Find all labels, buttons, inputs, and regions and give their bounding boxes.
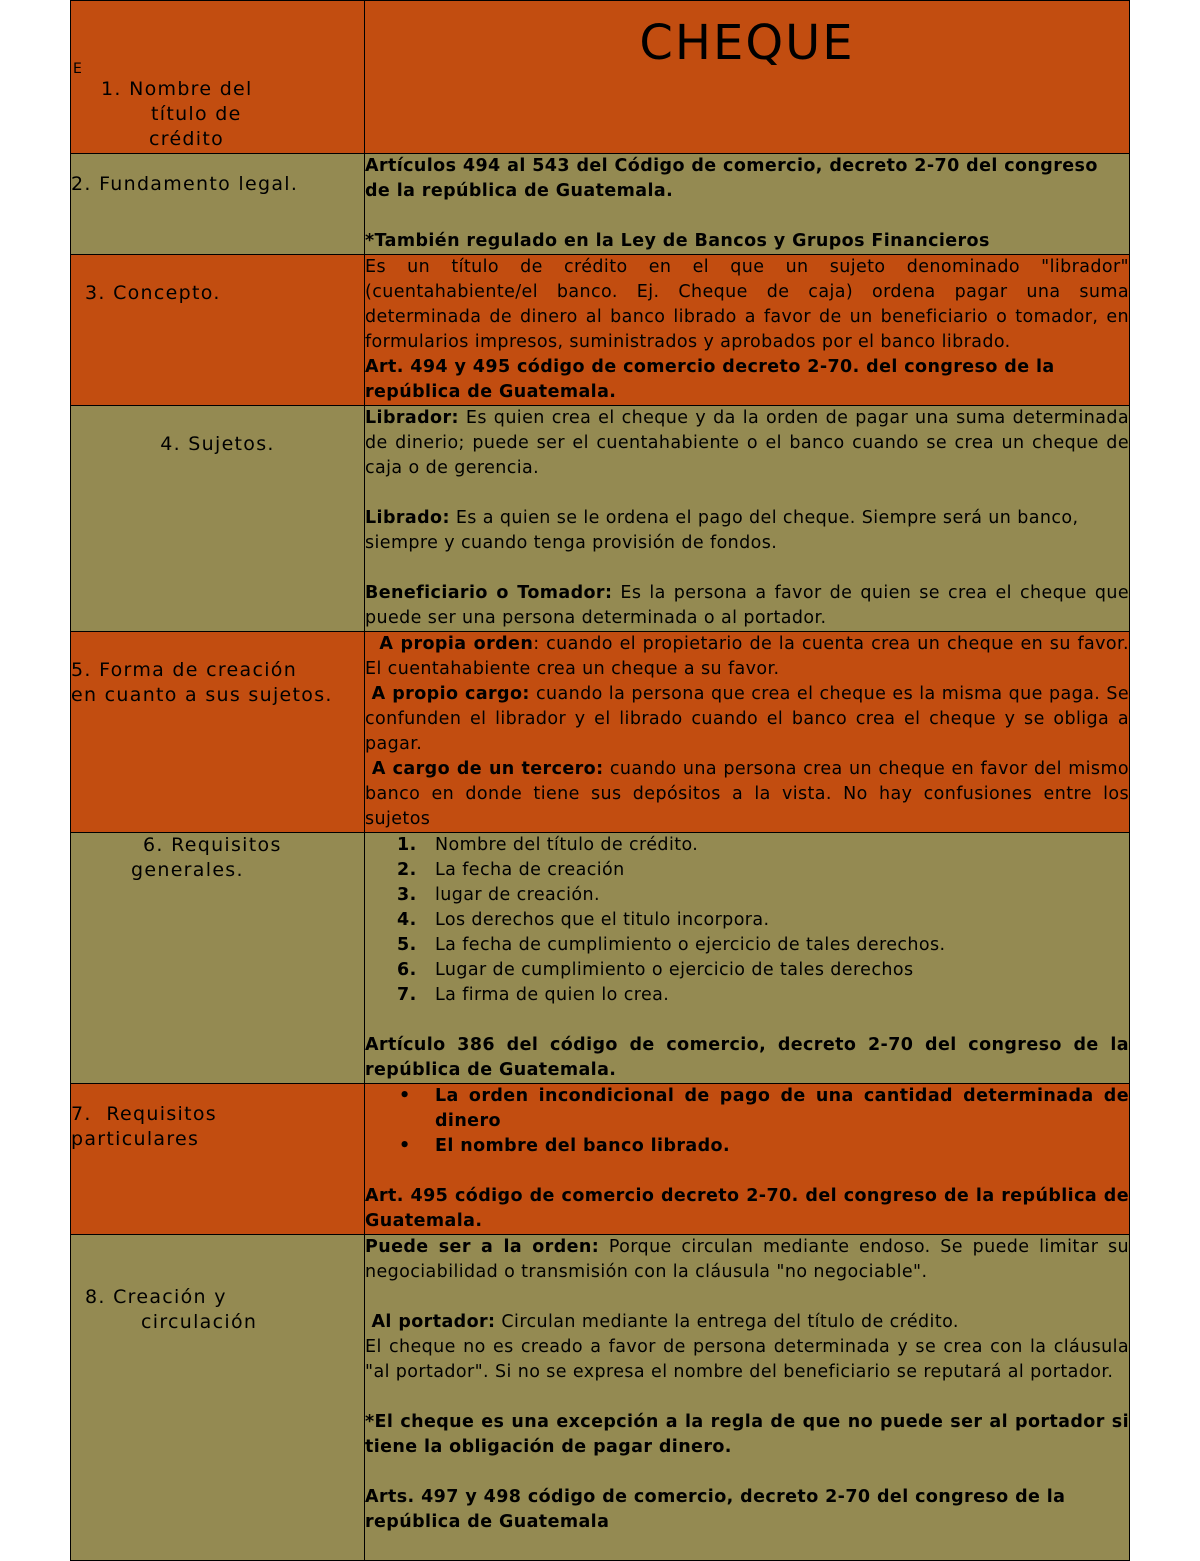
cell-circulacion (365, 1235, 1130, 1561)
row-fundamento (71, 154, 1130, 255)
term-cargo-tercero: A cargo de un tercero: (365, 759, 604, 779)
cell-title (365, 1, 1130, 154)
cell-sujetos (365, 406, 1130, 632)
term-orden: Puede ser a la orden: (365, 1237, 600, 1257)
label-line-2: título de (151, 103, 242, 125)
cell-label-circulacion (71, 1235, 365, 1561)
sujeto-beneficiario (365, 581, 1129, 631)
list-item: • La orden incondicional de pago de una cantidad determinada de dinero (399, 1086, 1129, 1131)
row-forma-creacion (71, 632, 1130, 833)
cell-label-fundamento (71, 154, 365, 255)
list-item: • El nombre del banco librado. (399, 1136, 731, 1156)
label-line-1: 1. Nombre del (101, 78, 253, 100)
list-item: 6. Lugar de cumplimiento o ejercicio de tales derechos (397, 960, 914, 980)
label-line-2: generales. (131, 859, 244, 881)
forma-propia-orden (365, 632, 1129, 682)
label-line-1: 5. Forma de creación (71, 659, 298, 681)
cell-concepto (365, 255, 1130, 406)
circulacion-portador (365, 1310, 1129, 1335)
cheque-table (70, 0, 1130, 1561)
list-item: 5. La fecha de cumplimiento o ejercicio de tales derechos. (397, 935, 946, 955)
cell-forma (365, 632, 1130, 833)
label-line-2: en cuanto a sus sujetos. (71, 684, 333, 706)
label-line-1: 8. Creación y (85, 1286, 227, 1308)
list-item: 7. La firma de quien lo crea. (397, 985, 670, 1005)
circulacion-nota: *El cheque es una excepción a la regla de que no puede ser al portador si tiene la obligación de pagar dinero. (365, 1412, 1129, 1457)
label-line-1: 6. Requisitos (143, 834, 282, 856)
text-beneficiario: Es la persona a favor de quien se crea el cheque que puede ser una persona determinada o al portador. (365, 583, 1130, 628)
cell-fundamento (365, 154, 1130, 255)
row-concepto (71, 255, 1130, 406)
sujeto-librador (365, 406, 1129, 481)
cell-particulares (365, 1084, 1130, 1235)
page-title: CHEQUE (639, 15, 855, 71)
text-librador: Es quien crea el cheque y da la orden de pagar una suma determinada de dinerio; puede ser el cuentahabiente o el banco cuando se crea un cheque de caja o de gerencia. (365, 408, 1129, 478)
label-sujetos: 4. Sujetos. (160, 433, 275, 455)
corner-mark: E (73, 61, 82, 77)
list-item: 4. Los derechos que el titulo incorpora. (397, 910, 770, 930)
forma-propio-cargo (365, 682, 1129, 757)
cell-label-forma (71, 632, 365, 833)
row-nombre (71, 1, 1130, 154)
cell-label-particulares (71, 1084, 365, 1235)
particulares-list (365, 1084, 1129, 1159)
fundamento-text: Artículos 494 al 543 del Código de comercio, decreto 2-70 del congreso de la república de Guatemala. (365, 156, 1098, 201)
term-portador: Al portador: (365, 1312, 496, 1332)
cell-generales (365, 833, 1130, 1084)
cheque-summary-sheet (70, 0, 1130, 1561)
term-propio-cargo: A propio cargo: (365, 684, 530, 704)
row-sujetos (71, 406, 1130, 632)
term-propia-orden: A propia orden (365, 634, 534, 654)
generales-ref: Artículo 386 del código de comercio, decreto 2-70 del congreso de la república de Guatemala. (365, 1035, 1129, 1080)
requisitos-list (365, 833, 1129, 1008)
text-cargo-tercero: cuando una persona crea un cheque en favor del mismo banco en donde tiene sus depósitos a la vista. No hay confusiones entre los sujetos (365, 759, 1130, 829)
cell-label-sujetos (71, 406, 365, 632)
circulacion-portador-detalle: El cheque no es creado a favor de persona determinada y se crea con la cláusula "al portador". Si no se expresa el nombre del beneficiario se reputará al portador. (365, 1337, 1129, 1382)
text-librado: Es a quien se le ordena el pago del cheque. Siempre será un banco, siempre y cuando tenga provisión de fondos. (365, 508, 1079, 553)
cell-label-generales (71, 833, 365, 1084)
term-beneficiario: Beneficiario o Tomador: (365, 583, 613, 603)
row-requisitos-particulares (71, 1084, 1130, 1235)
fundamento-note: *También regulado en la Ley de Bancos y Grupos Financieros (365, 231, 990, 251)
term-librador: Librador: (365, 408, 459, 428)
particulares-ref: Art. 495 código de comercio decreto 2-70. del congreso de la república de Guatemala. (365, 1186, 1129, 1231)
text-portador: Circulan mediante la entrega del título de crédito. (495, 1312, 959, 1332)
row-requisitos-generales (71, 833, 1130, 1084)
label-fundamento: 2. Fundamento legal. (71, 173, 299, 195)
cell-label-nombre (71, 1, 365, 154)
text-propio-cargo: cuando la persona que crea el cheque es la misma que paga. Se confunden el librador y el librado cuando el banco crea el cheque y se obliga a pagar. (365, 684, 1129, 754)
cell-label-concepto (71, 255, 365, 406)
text-orden: Porque circulan mediante endoso. Se puede limitar su negociabilidad o transmisión con la cláusula "no negociable". (365, 1237, 1129, 1282)
text-propia-orden: : cuando el propietario de la cuenta crea un cheque en su favor. El cuentahabiente crea un cheque a su favor. (365, 634, 1129, 679)
list-item: 3. lugar de creación. (397, 885, 600, 905)
label-line-3: crédito (149, 128, 225, 150)
concepto-ref: Art. 494 y 495 código de comercio decreto 2-70. del congreso de la república de Guatemala. (365, 357, 1055, 402)
label-line-2: circulación (141, 1311, 258, 1333)
list-item: 1. Nombre del título de crédito. (397, 835, 699, 855)
circulacion-ref: Arts. 497 y 498 código de comercio, decreto 2-70 del congreso de la república de Guatemala (365, 1487, 1066, 1532)
label-line-2: particulares (71, 1128, 200, 1150)
circulacion-orden (365, 1235, 1129, 1285)
forma-cargo-tercero (365, 757, 1129, 832)
row-creacion-circulacion (71, 1235, 1130, 1561)
list-item: 2. La fecha de creación (397, 860, 625, 880)
sujeto-librado (365, 506, 1129, 556)
label-concepto: 3. Concepto. (85, 282, 221, 304)
term-librado: Librado: (365, 508, 450, 528)
label-line-1: 7. Requisitos (71, 1103, 217, 1125)
concepto-text: Es un título de crédito en el que un sujeto denominado "librador" (cuentahabiente/el banco. Ej. Cheque de caja) ordena pagar una suma determinada de dinero al banco librado a favor de un beneficiario o tomador, en formularios impresos, suministrados y aprobados por el banco librado. (365, 257, 1129, 352)
